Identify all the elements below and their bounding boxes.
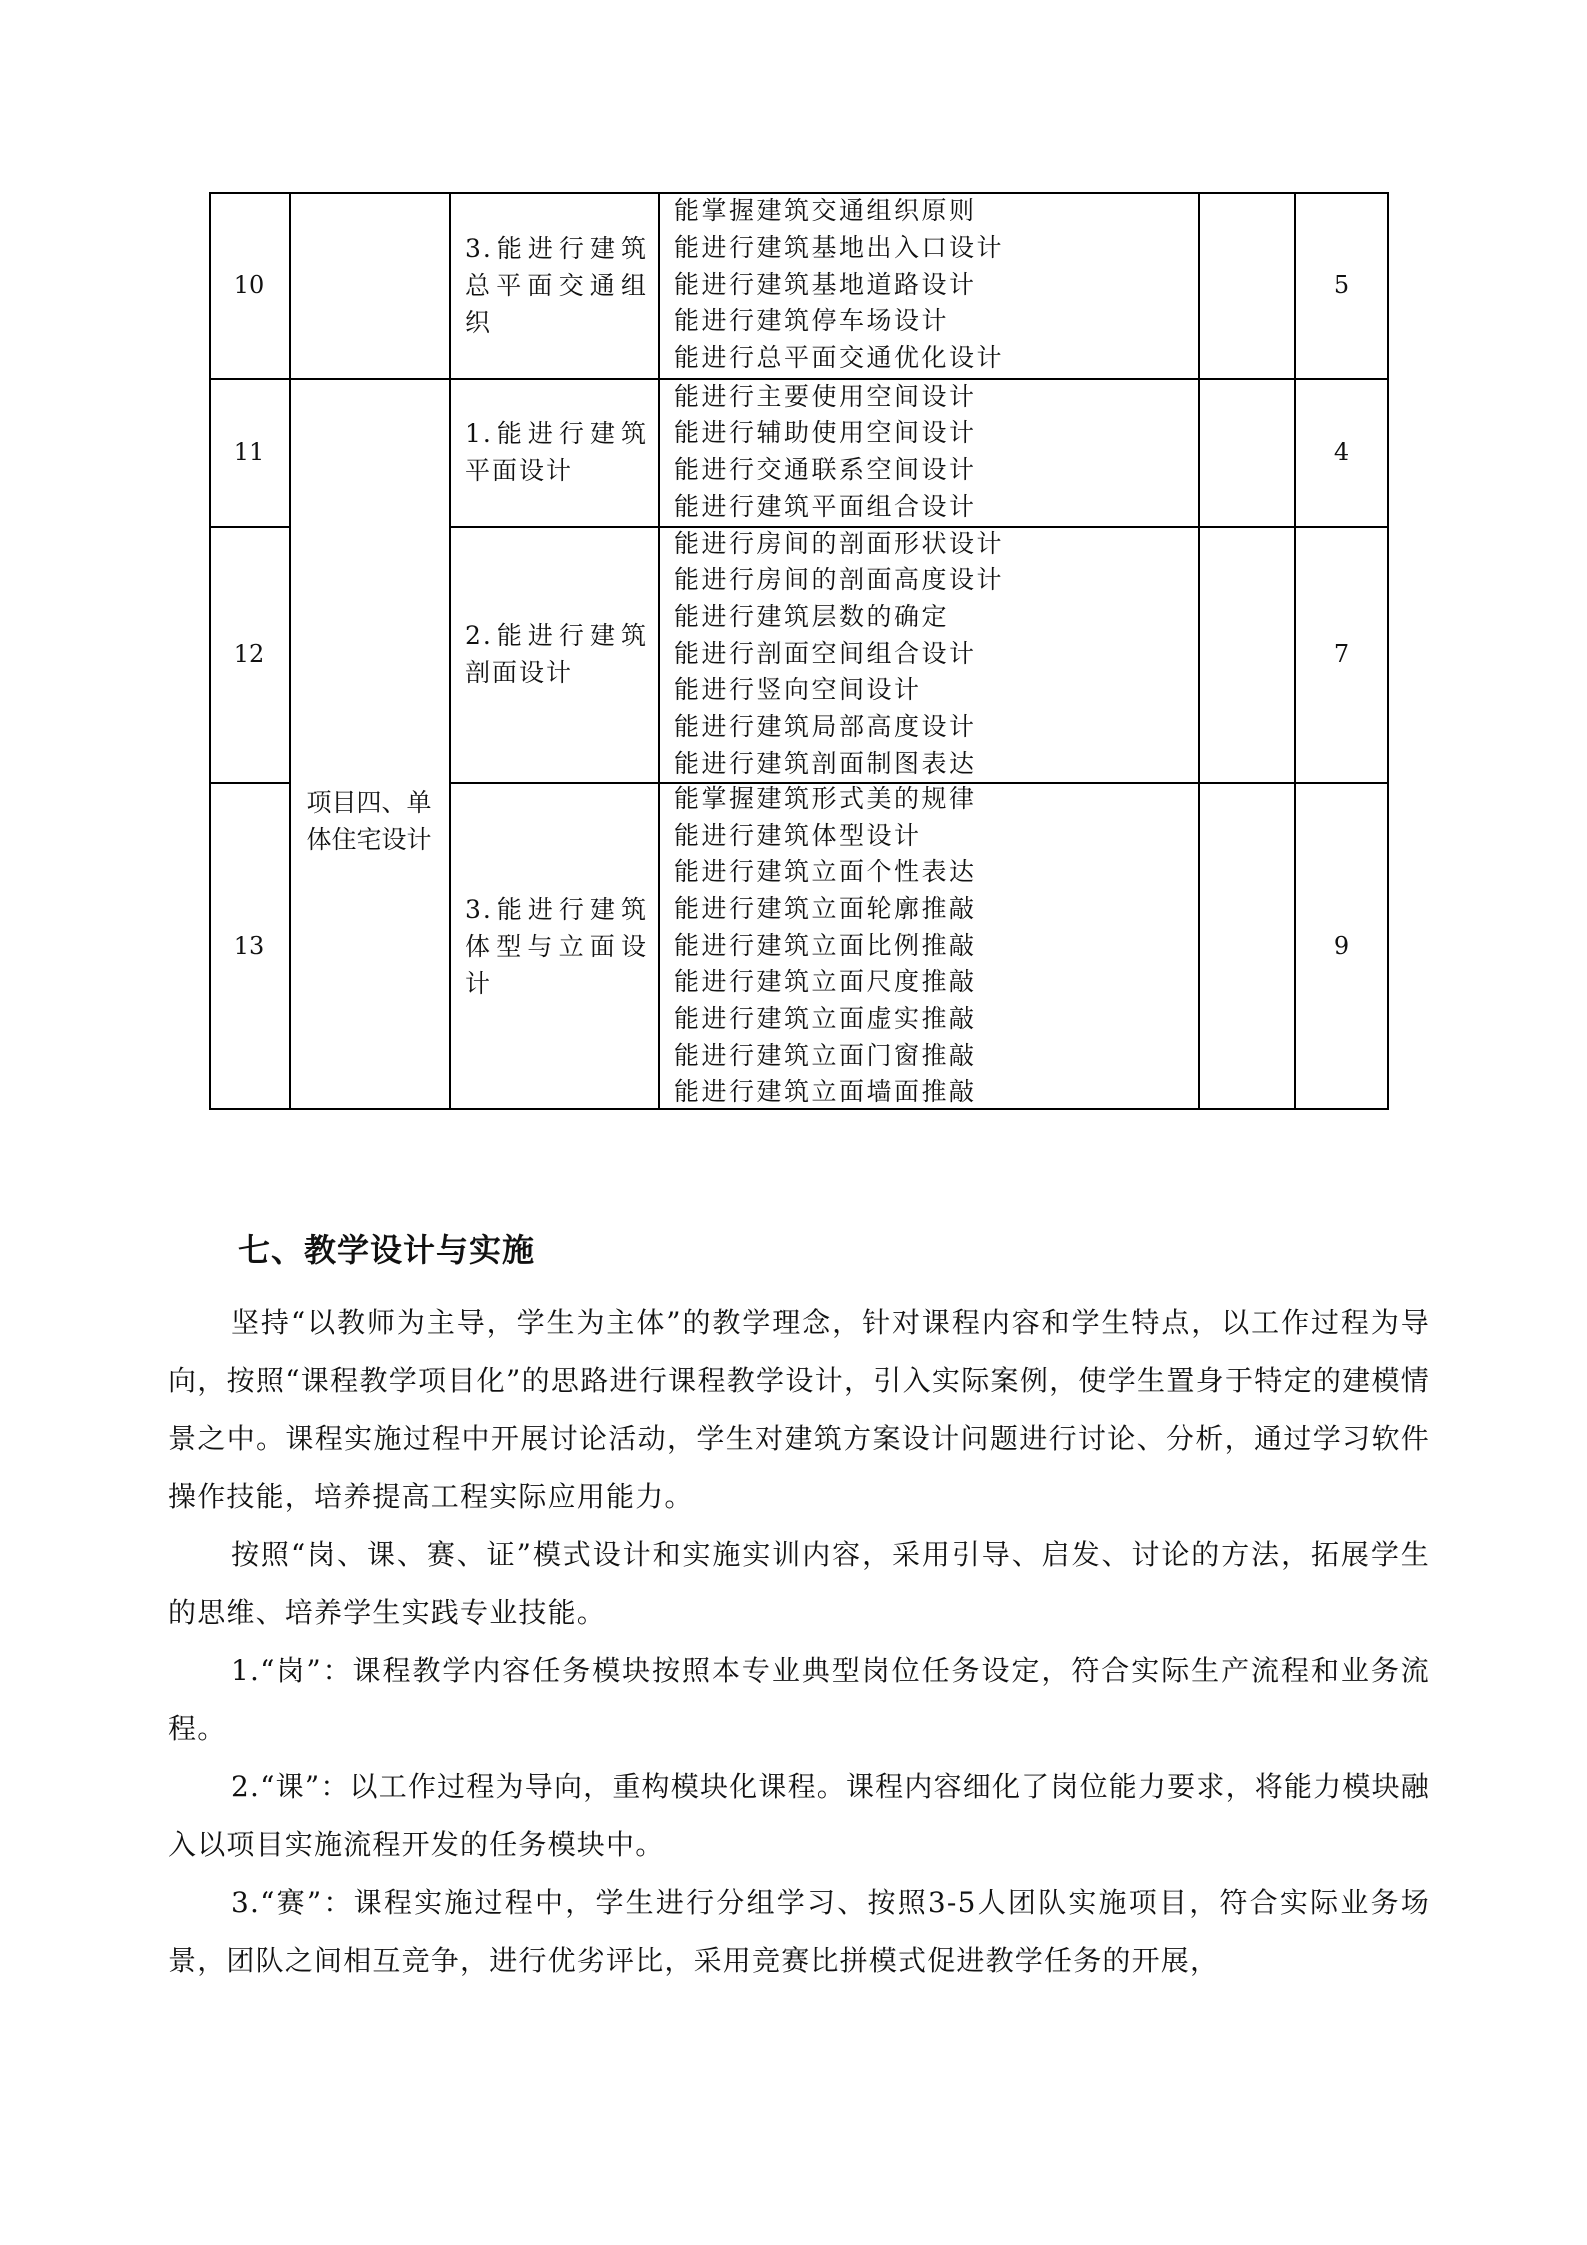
- row-number: 12: [233, 640, 265, 668]
- content-line: 能进行建筑层数的确定: [674, 601, 950, 631]
- content-cell: [658, 782, 1198, 1110]
- row-number: 13: [233, 932, 265, 960]
- content-line: 能进行建筑立面墙面推敲: [674, 1077, 977, 1107]
- task-cell: 1.能进行建筑平面设计: [465, 419, 648, 485]
- task-cell: 3.能进行建筑总平面交通组织: [465, 233, 648, 337]
- content-line: 能进行建筑立面比例推敲: [674, 930, 977, 960]
- content-line: 能进行建筑立面尺度推敲: [674, 967, 977, 997]
- hours-cell: 9: [1333, 932, 1350, 960]
- course-content-table: [209, 192, 1389, 1110]
- content-line: 能进行剖面空间组合设计: [674, 638, 977, 668]
- body-paragraph: 按照“岗、课、赛、证”模式设计和实施实训内容，采用引导、启发、讨论的方法，拓展学生的思维、培养学生实践专业技能。: [168, 1538, 1430, 1629]
- content-line: 能进行建筑剖面制图表达: [674, 748, 977, 778]
- row-number: 11: [233, 438, 265, 466]
- project-cell: 项目四、单体住宅设计: [306, 788, 432, 854]
- body-paragraph: 1.“岗”：课程教学内容任务模块按照本专业典型岗位任务设定，符合实际生产流程和业务流程。: [168, 1654, 1430, 1745]
- content-line: 能进行建筑基地出入口设计: [674, 232, 1005, 262]
- content-line: 能进行建筑平面组合设计: [674, 491, 977, 521]
- content-cell: [658, 192, 1198, 378]
- content-cell: [658, 526, 1198, 782]
- body-paragraph: 2.“课”：以工作过程为导向，重构模块化课程。课程内容细化了岗位能力要求，将能力模块融入以项目实施流程开发的任务模块中。: [168, 1770, 1430, 1861]
- task-cell: 2.能进行建筑剖面设计: [465, 621, 648, 687]
- content-line: 能进行建筑立面轮廓推敲: [674, 893, 977, 923]
- content-line: 能进行总平面交通优化设计: [674, 343, 1005, 373]
- content-line: 能进行房间的剖面形状设计: [674, 528, 1005, 558]
- body-paragraph: 坚持“以教师为主导，学生为主体”的教学理念，针对课程内容和学生特点，以工作过程为导向，按照“课程教学项目化”的思路进行课程教学设计，引入实际案例，使学生置身于特定的建模情景之中。课程实施过程中开展讨论活动，学生对建筑方案设计问题进行讨论、分析，通过学习软件操作技能，培养提高工程实际应用能力。: [168, 1306, 1430, 1513]
- hours-cell: 4: [1333, 438, 1350, 466]
- content-line: 能进行建筑基地道路设计: [674, 269, 977, 299]
- content-line: 能进行建筑体型设计: [674, 820, 922, 850]
- row-number: 10: [233, 271, 265, 299]
- body-paragraph: 3.“赛”：课程实施过程中，学生进行分组学习、按照3-5人团队实施项目，符合实际业务场景，团队之间相互竞争，进行优劣评比，采用竞赛比拼模式促进教学任务的开展，: [168, 1886, 1430, 1977]
- content-line: 能掌握建筑交通组织原则: [674, 196, 977, 226]
- content-line: 能掌握建筑形式美的规律: [674, 783, 977, 813]
- col-divider: [1198, 192, 1200, 1110]
- content-line: 能进行交通联系空间设计: [674, 455, 977, 484]
- content-line: 能进行建筑停车场设计: [674, 306, 950, 336]
- content-line: 能进行主要使用空间设计: [674, 381, 977, 411]
- section-heading: 七、教学设计与实施: [238, 1231, 536, 1269]
- hours-cell: 5: [1333, 271, 1350, 299]
- hours-cell: 7: [1333, 640, 1350, 668]
- content-line: 能进行建筑局部高度设计: [674, 712, 977, 742]
- content-line: 能进行辅助使用空间设计: [674, 418, 977, 448]
- content-line: 能进行建筑立面虚实推敲: [674, 1004, 977, 1034]
- content-line: 能进行建筑立面个性表达: [674, 857, 977, 887]
- content-line: 能进行房间的剖面高度设计: [674, 565, 1005, 595]
- task-cell: 3.能进行建筑体型与立面设计: [465, 894, 648, 998]
- content-line: 能进行建筑立面门窗推敲: [674, 1040, 977, 1070]
- content-line: 能进行竖向空间设计: [674, 675, 922, 705]
- content-cell: [658, 378, 1198, 526]
